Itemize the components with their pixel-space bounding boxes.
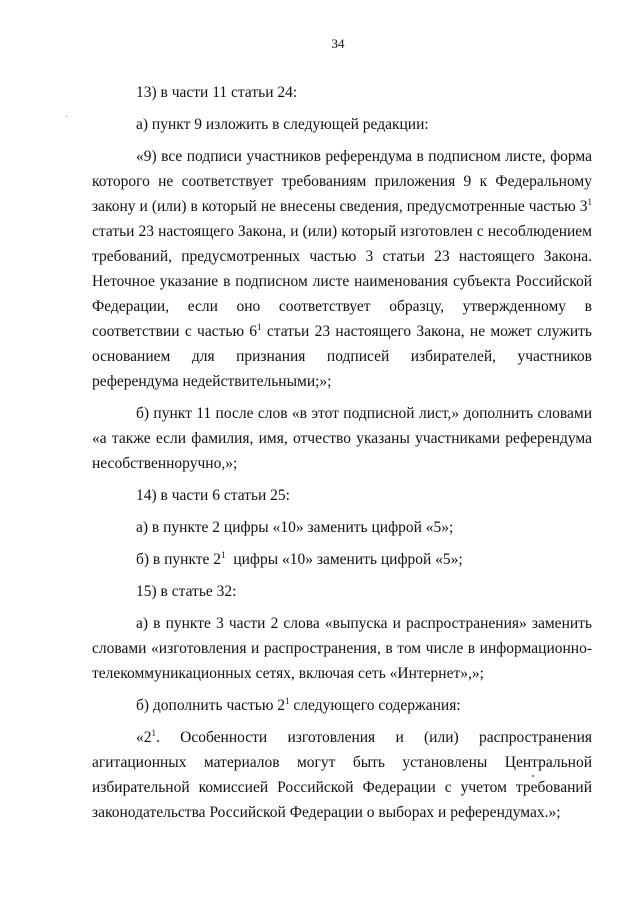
- superscript-1: 1: [151, 728, 156, 738]
- page-number: 34: [331, 36, 345, 51]
- point-9-text-part-1: «9) все подписи участников референдума в подписном листе, форма которого не соответствует требованиям приложения 9 к Федеральному закону и (или) в который не внесены сведения, предусмотренные частью 3: [92, 148, 592, 215]
- part-2-1-text-part-1: «2: [136, 729, 152, 746]
- scan-speck: [66, 116, 67, 117]
- paragraph-subitem-b-point-11: б) пункт 11 после слов «в этот подписной лист,» дополнить словами «а также если фамилия, имя, отчество указаны участниками референдума несобственноручно,»;: [92, 405, 592, 472]
- paragraph-part-2-1-new-text: [92, 725, 592, 825]
- superscript-1: 1: [221, 550, 226, 560]
- paragraph-subitem-a-point-2: а) в пункте 2 цифры «10» заменить цифрой «5»;: [136, 519, 454, 536]
- point-9-text-part-2: статьи 23 настоящего Закона, и (или) который изготовлен с несоблюдением требований, предусмотренных частью 3 статьи 23 настоящего Закона. Неточное указание в подписном листе наименования субъекта Российской Федерации, если оно соответствует образцу, утвержденному в соответствии с частью 6: [92, 223, 592, 340]
- point-9-text-part-3: статьи 23 настоящего Закона, не может служить основанием для признания подписей избирателей, участников референдума недействительными;»;: [92, 323, 592, 390]
- paragraph-item-15: 15) в статье 32:: [136, 583, 237, 600]
- part-2-1-text-part-2: . Особенности изготовления и (или) распространения агитационных материалов могут быть установлены Центральной избирательной комиссией Российской Федерации с учетом требований законодательства Российской Федерации о выборах и референдумах.»;: [92, 729, 592, 821]
- paragraph-subitem-b-part-2-1: [92, 693, 592, 718]
- subitem-b-part-text-1: б) дополнить частью 2: [136, 697, 286, 714]
- paragraph-subitem-b-point-2-1: [92, 547, 592, 572]
- paragraph-item-13: 13) в части 11 статьи 24:: [136, 84, 298, 101]
- paragraph-item-14: 14) в части 6 статьи 25:: [136, 487, 290, 504]
- subitem-b-part-text-2: следующего содержания:: [289, 697, 461, 714]
- subitem-b-text-part-2: цифры «10» заменить цифрой «5»;: [225, 551, 463, 568]
- paragraph-subitem-a-article-32: а) в пункте 3 части 2 слова «выпуска и распространения» заменить словами «изготовления и распространения, в том числе в информационно-телекоммуникационных сетях, включая сеть «Интернет»,»;: [92, 615, 592, 682]
- paragraph-point-9-new-text: [92, 144, 592, 394]
- document-body: [92, 80, 592, 825]
- superscript-1: 1: [257, 322, 262, 332]
- superscript-1: 1: [285, 696, 290, 706]
- paragraph-subitem-a-point-9: а) пункт 9 изложить в следующей редакции:: [136, 116, 429, 133]
- superscript-1: 1: [587, 197, 592, 207]
- scan-dot: [532, 775, 534, 777]
- subitem-b-text-part-1: б) в пункте 2: [136, 551, 222, 568]
